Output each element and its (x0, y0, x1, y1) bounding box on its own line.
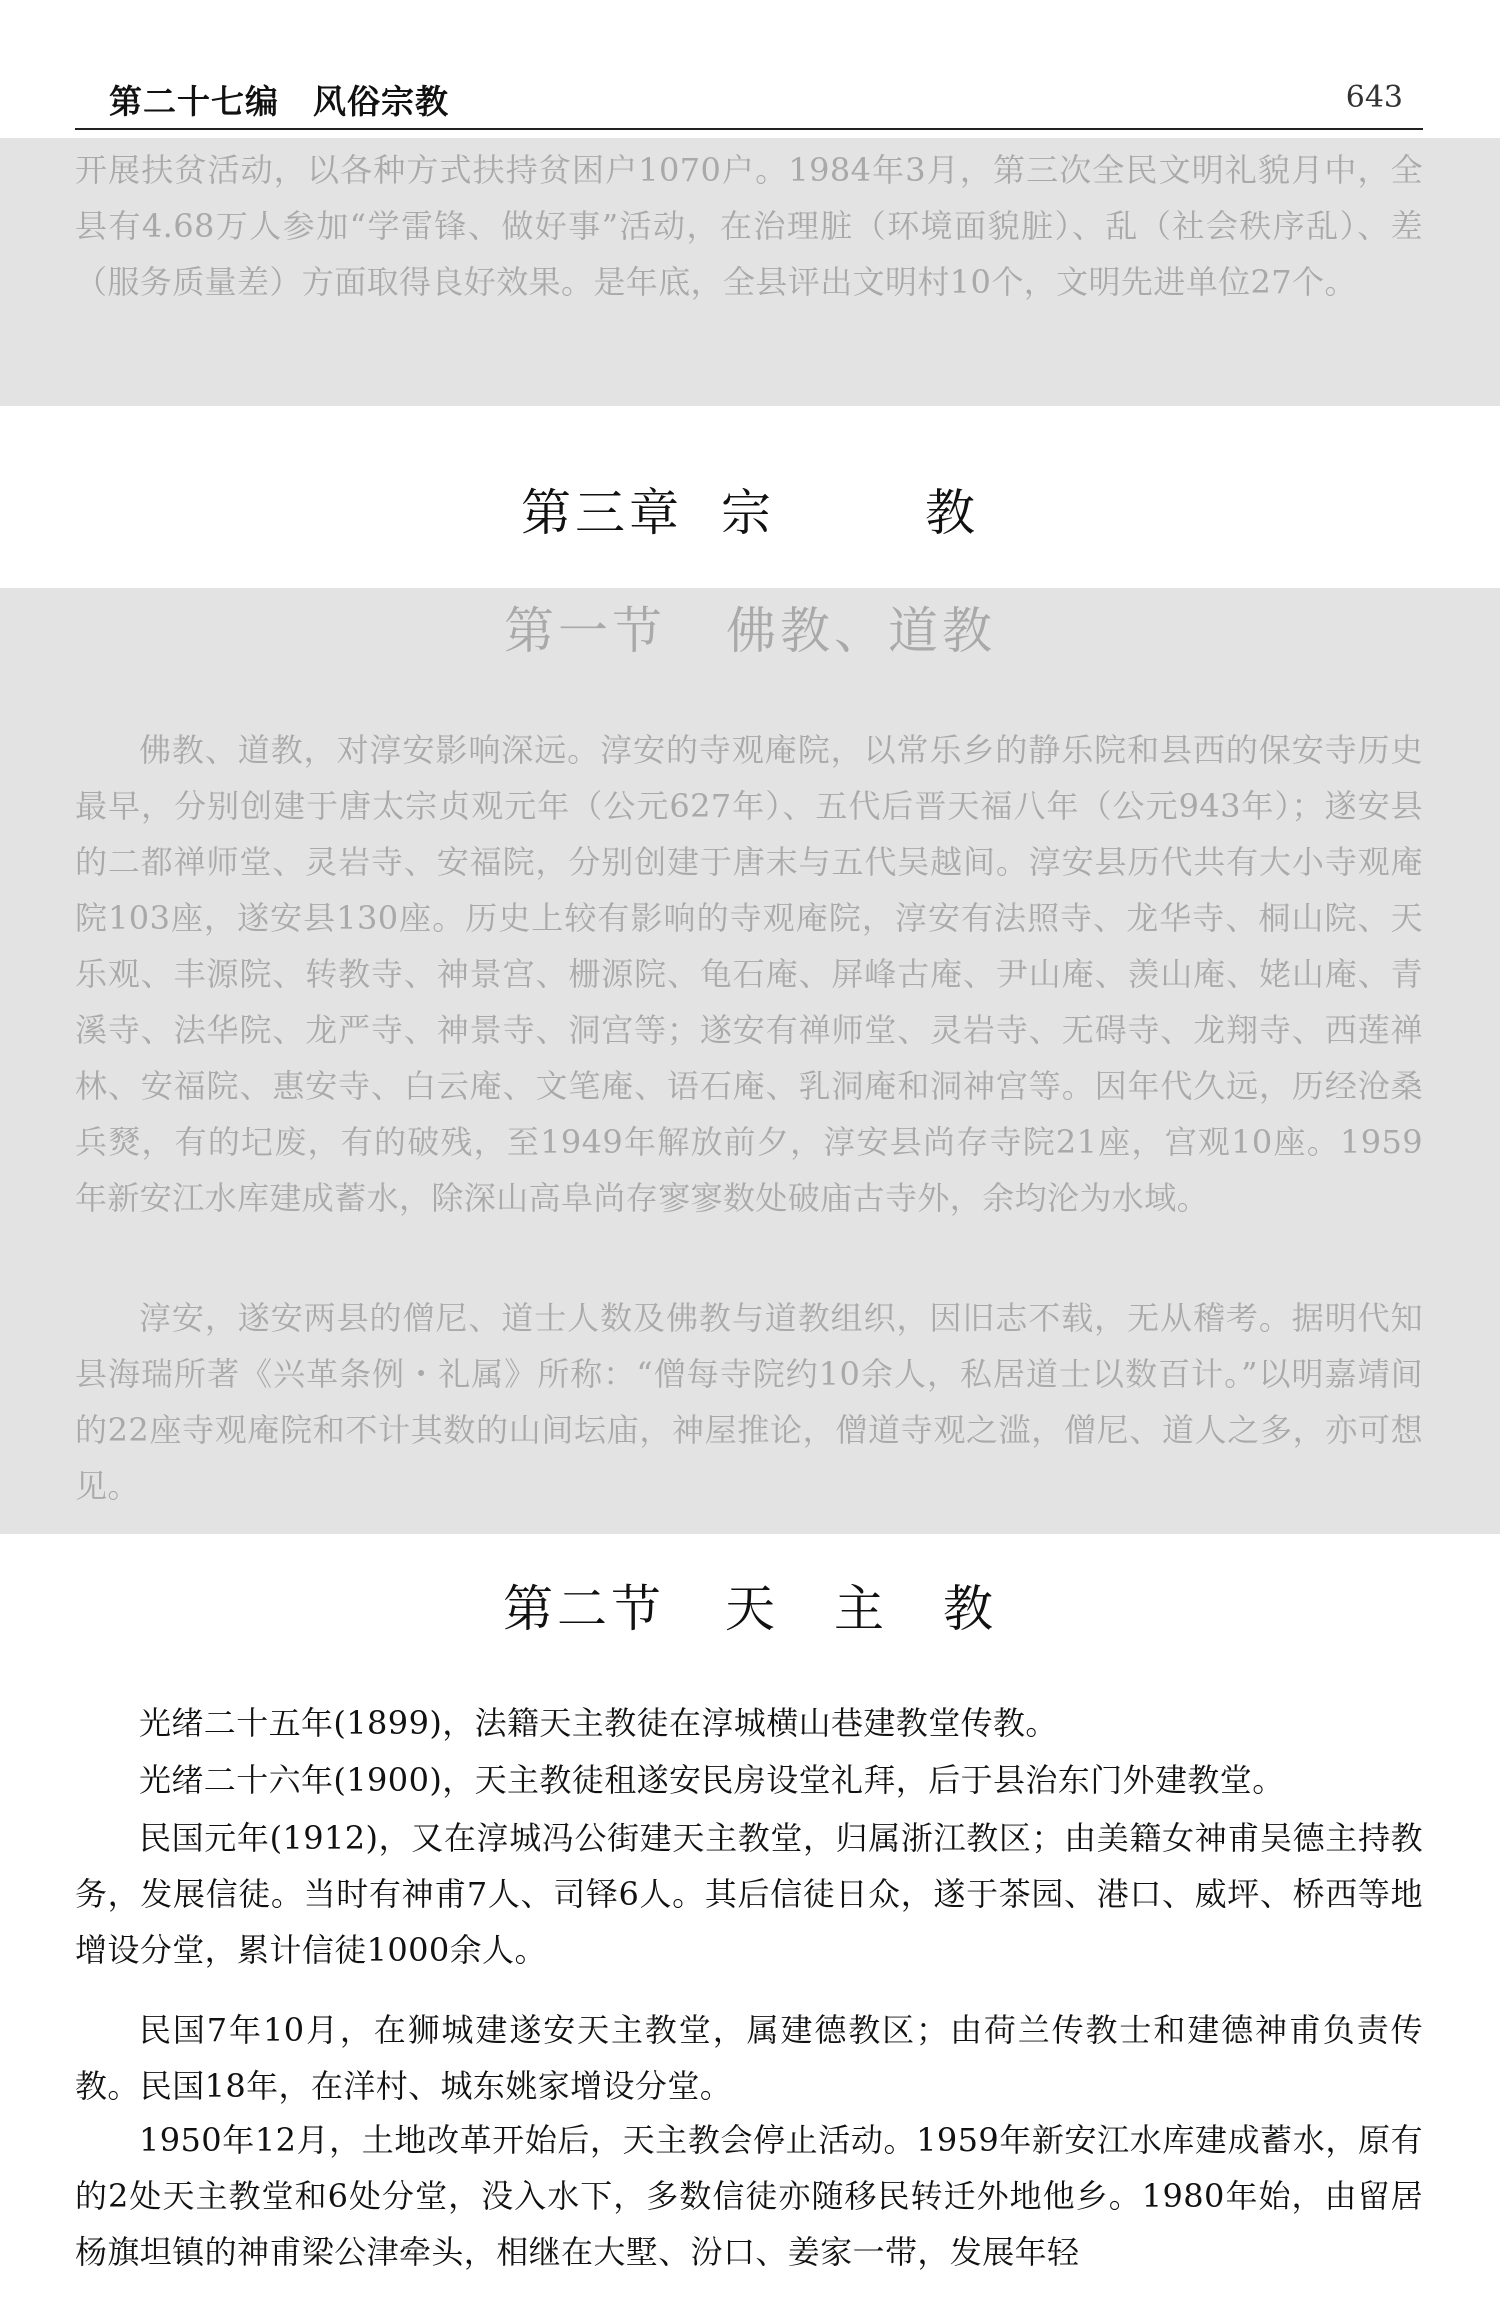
section1-number: 第一节 (504, 602, 666, 660)
chapter-number: 第三章 (521, 484, 683, 542)
top-paragraph: 开展扶贫活动，以各种方式扶持贫困户1070户。1984年3月，第三次全民文明礼貌月中，全县有4.68万人参加“学雷锋、做好事”活动，在治理脏（环境面貌脏）、乱（社会秩序乱）、差（服务质量差）方面取得良好效果。是年底，全县评出文明村10个，文明先进单位27个。 (75, 151, 1423, 301)
section2-char: 教 (943, 1580, 997, 1638)
section1-name: 佛教、道教 (726, 602, 996, 660)
section2-paragraph: 民国7年10月，在狮城建遂安天主教堂，属建德教区；由荷兰传教士和建德神甫负责传教。民国18年，在洋村、城东姚家增设分堂。 (75, 2011, 1423, 2105)
section2-paragraph: 光绪二十五年(1899)，法籍天主教徒在淳城横山巷建教堂传教。 (139, 1704, 1058, 1742)
running-title: 第二十七编 风俗宗教 (109, 82, 449, 121)
section2-paragraph: 1950年12月，土地改革开始后，天主教会停止活动。1959年新安江水库建成蓄水，原有的2处天主教堂和6处分堂，没入水下，多数信徒亦随移民转迁外地他乡。1980年始，由留居杨旗坦镇的神甫梁公津牵头，相继在大墅、汾口、姜家一带，发展年轻 (75, 2121, 1423, 2271)
chapter-title (0, 478, 1500, 548)
section1-title (0, 596, 1500, 666)
chapter-title-a: 宗 (721, 484, 775, 542)
section2-char: 主 (834, 1580, 888, 1638)
page-number: 643 (1345, 80, 1403, 115)
section1-paragraph: 淳安，遂安两县的僧尼、道士人数及佛教与道教组织，因旧志不载，无从稽考。据明代知县海瑞所著《兴革条例・礼属》所称：“僧每寺院约10余人，私居道士以数百计。”以明嘉靖间的22座寺观庵院和不计其数的山间坛庙，神屋推论，僧道寺观之滥，僧尼、道人之多，亦可想见。 (75, 1299, 1423, 1505)
section1-paragraph: 佛教、道教，对淳安影响深远。淳安的寺观庵院，以常乐乡的静乐院和县西的保安寺历史最早，分别创建于唐太宗贞观元年（公元627年）、五代后晋天福八年（公元943年）；遂安县的二都禅师堂、灵岩寺、安福院，分别创建于唐末与五代吴越间。淳安县历代共有大小寺观庵院103座，遂安县130座。历史上较有影响的寺观庵院，淳安有法照寺、龙华寺、桐山院、天乐观、丰源院、转教寺、神景宫、栅源院、龟石庵、屏峰古庵、尹山庵、羡山庵、姥山庵、青溪寺、法华院、龙严寺、神景寺、洞宫等；遂安有禅师堂、灵岩寺、无碍寺、龙翔寺、西莲禅林、安福院、惠安寺、白云庵、文笔庵、语石庵、乳洞庵和洞神宫等。因年代久远，历经沧桑兵燹，有的圮废，有的破残，至1949年解放前夕，淳安县尚存寺院21座，宫观10座。1959年新安江水库建成蓄水，除深山高阜尚存寥寥数处破庙古寺外，余均沦为水域。 (75, 731, 1423, 1217)
section2-paragraph: 民国元年(1912)，又在淳城冯公街建天主教堂，归属浙江教区；由美籍女神甫吴德主持教务，发展信徒。当时有神甫7人、司铎6人。其后信徒日众，遂于茶园、港口、威坪、桥西等地增设分堂，累计信徒1000余人。 (75, 1819, 1423, 1969)
section2-paragraph: 光绪二十六年(1900)，天主教徒租遂安民房设堂礼拜，后于县治东门外建教堂。 (139, 1761, 1285, 1799)
page-header (75, 72, 1423, 130)
section2-char: 天 (725, 1580, 779, 1638)
section2-number: 第二节 (503, 1580, 665, 1638)
chapter-title-b: 教 (925, 484, 979, 542)
section2-title (0, 1574, 1500, 1644)
